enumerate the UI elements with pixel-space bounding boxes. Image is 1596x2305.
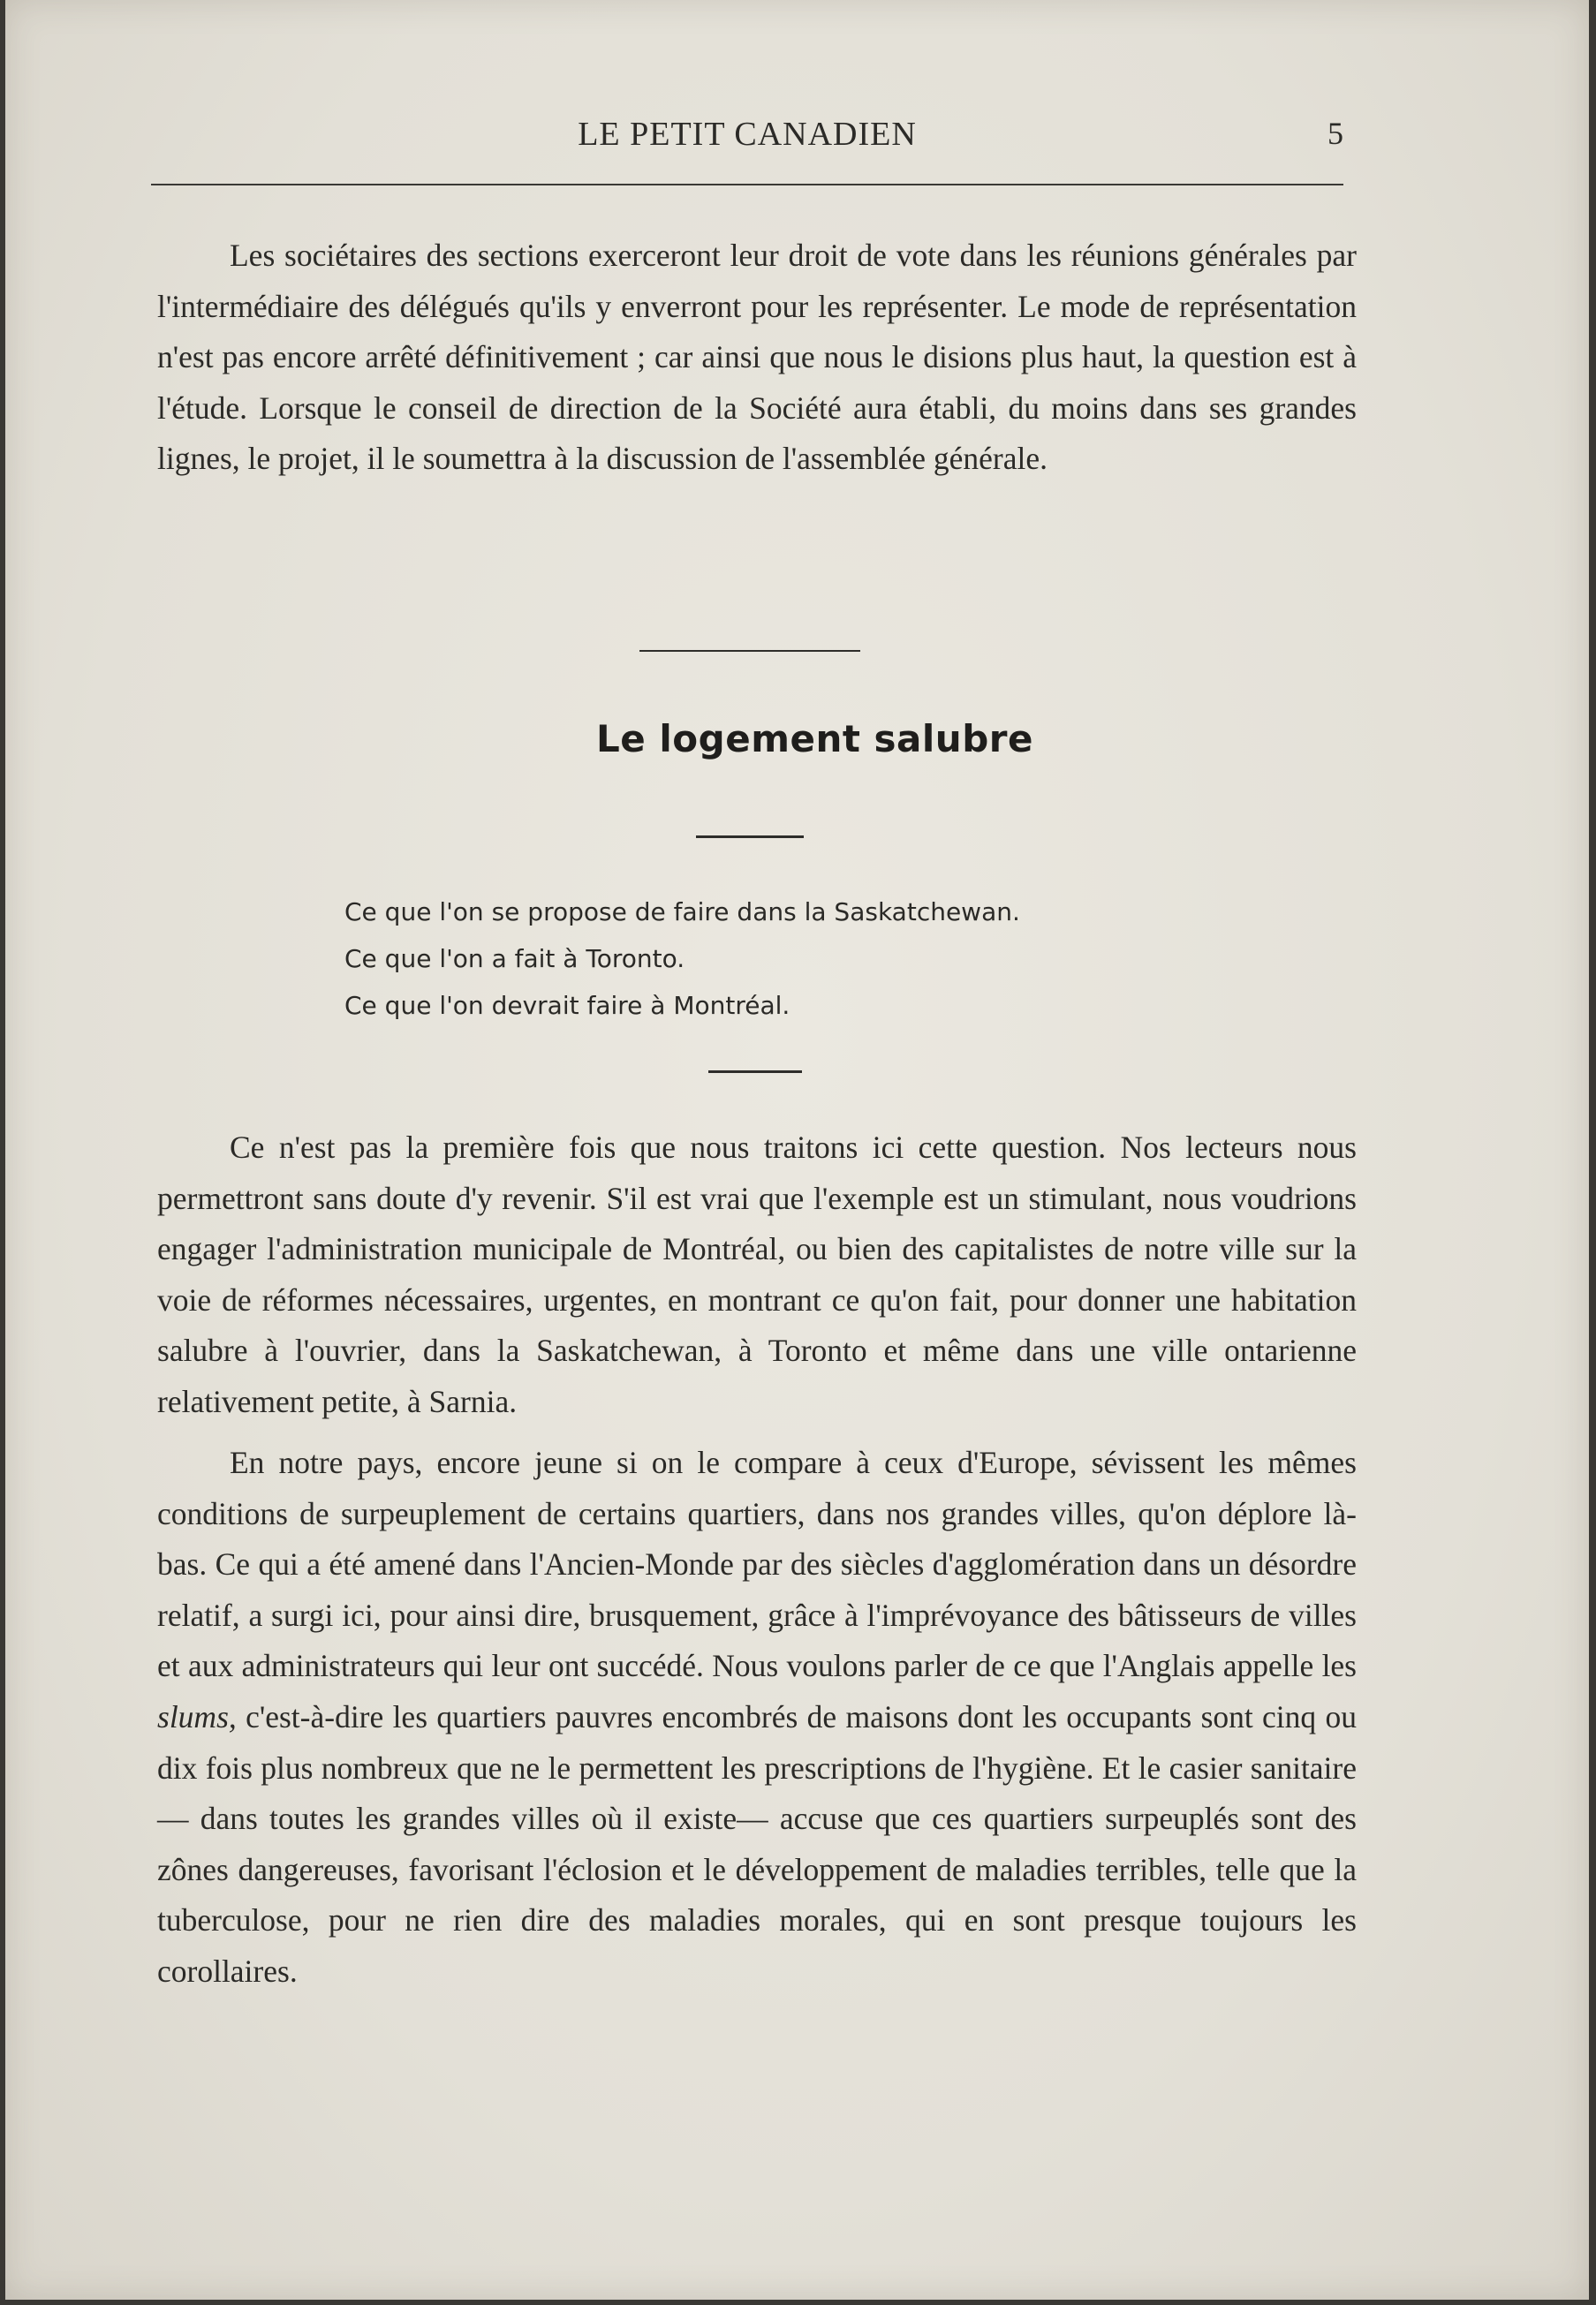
running-title: LE PETIT CANADIEN <box>578 116 917 153</box>
section-title: Le logement salubre <box>596 717 1033 760</box>
paragraph-text: Les sociétaires des sections exerceront leur droit de vote dans les réunions générales par l'intermédiaire des délégués qu'ils y enverront pour les représenter. Le mode de représentation n'est pas encore arrêté définitivement ; car ainsi que nous le disions plus haut, la question est à l'étude. Lorsque le conseil de direction de la Société aura établi, du moins dans ses grandes lignes, le projet, il le soumettra à la discussion de l'assemblée générale. <box>157 238 1357 477</box>
subhead-toronto: Ce que l'on a fait à Toronto. <box>344 944 685 973</box>
paragraph-slums <box>157 1438 1357 1998</box>
subhead-montreal: Ce que l'on devrait faire à Montréal. <box>344 991 790 1020</box>
title-underline-rule <box>696 835 804 838</box>
italic-term-slums: slums, <box>157 1698 237 1734</box>
paragraph-voting <box>157 230 1357 485</box>
subhead-saskatchewan: Ce que l'on se propose de faire dans la Saskatchewan. <box>344 897 1020 926</box>
section-divider-rule <box>639 650 860 652</box>
magazine-page <box>5 0 1589 2300</box>
page-number: 5 <box>1327 116 1343 151</box>
paragraph-text: Ce n'est pas la première fois que nous traitons ici cette question. Nos lecteurs nous permettront sans doute d'y revenir. S'il est vrai que l'exemple est un stimulant, nous voudrions engager l'administration municipale de Montréal, ou bien des capitalistes de notre ville sur la voie de réformes nécessaires, urgentes, en montrant ce qu'on fait, pour donner une habitation salubre à l'ouvrier, dans la Saskatchewan, à Toronto et même dans une ville ontarienne relativement petite, à Sarnia. <box>157 1130 1357 1419</box>
header-rule <box>151 184 1343 185</box>
page-header <box>151 115 1343 159</box>
section-subheads <box>344 888 1020 1029</box>
paragraph-text-end: c'est-à-dire les quartiers pauvres encombrés de maisons dont les occupants sont cinq ou dix fois plus nombreux que ne le permettent les prescriptions de l'hygiène. Et le casier sanitaire — dans toutes les grandes villes où il existe— accuse que ces quartiers surpeuplés sont des zônes dangereuses, favorisant l'éclosion et le développement de maladies terribles, telle que la tuberculose, pour ne rien dire des maladies morales, qui en sont presque toujours les corollaires. <box>157 1698 1357 1989</box>
paragraph-intro <box>157 1122 1357 1428</box>
subhead-divider-rule <box>708 1070 802 1073</box>
paragraph-text-start: En notre pays, encore jeune si on le compare à ceux d'Europe, sévissent les mêmes conditions de surpeuplement de certains quartiers, dans nos grandes villes, qu'on déplore là-bas. Ce qui a été amené dans l'Ancien-Monde par des siècles d'agglomération dans un désordre relatif, a surgi ici, pour ainsi dire, brusquement, grâce à l'imprévoyance des bâtisseurs de villes et aux administrateurs qui leur ont succédé. Nous voulons parler de ce que l'Anglais appelle les <box>157 1445 1357 1684</box>
